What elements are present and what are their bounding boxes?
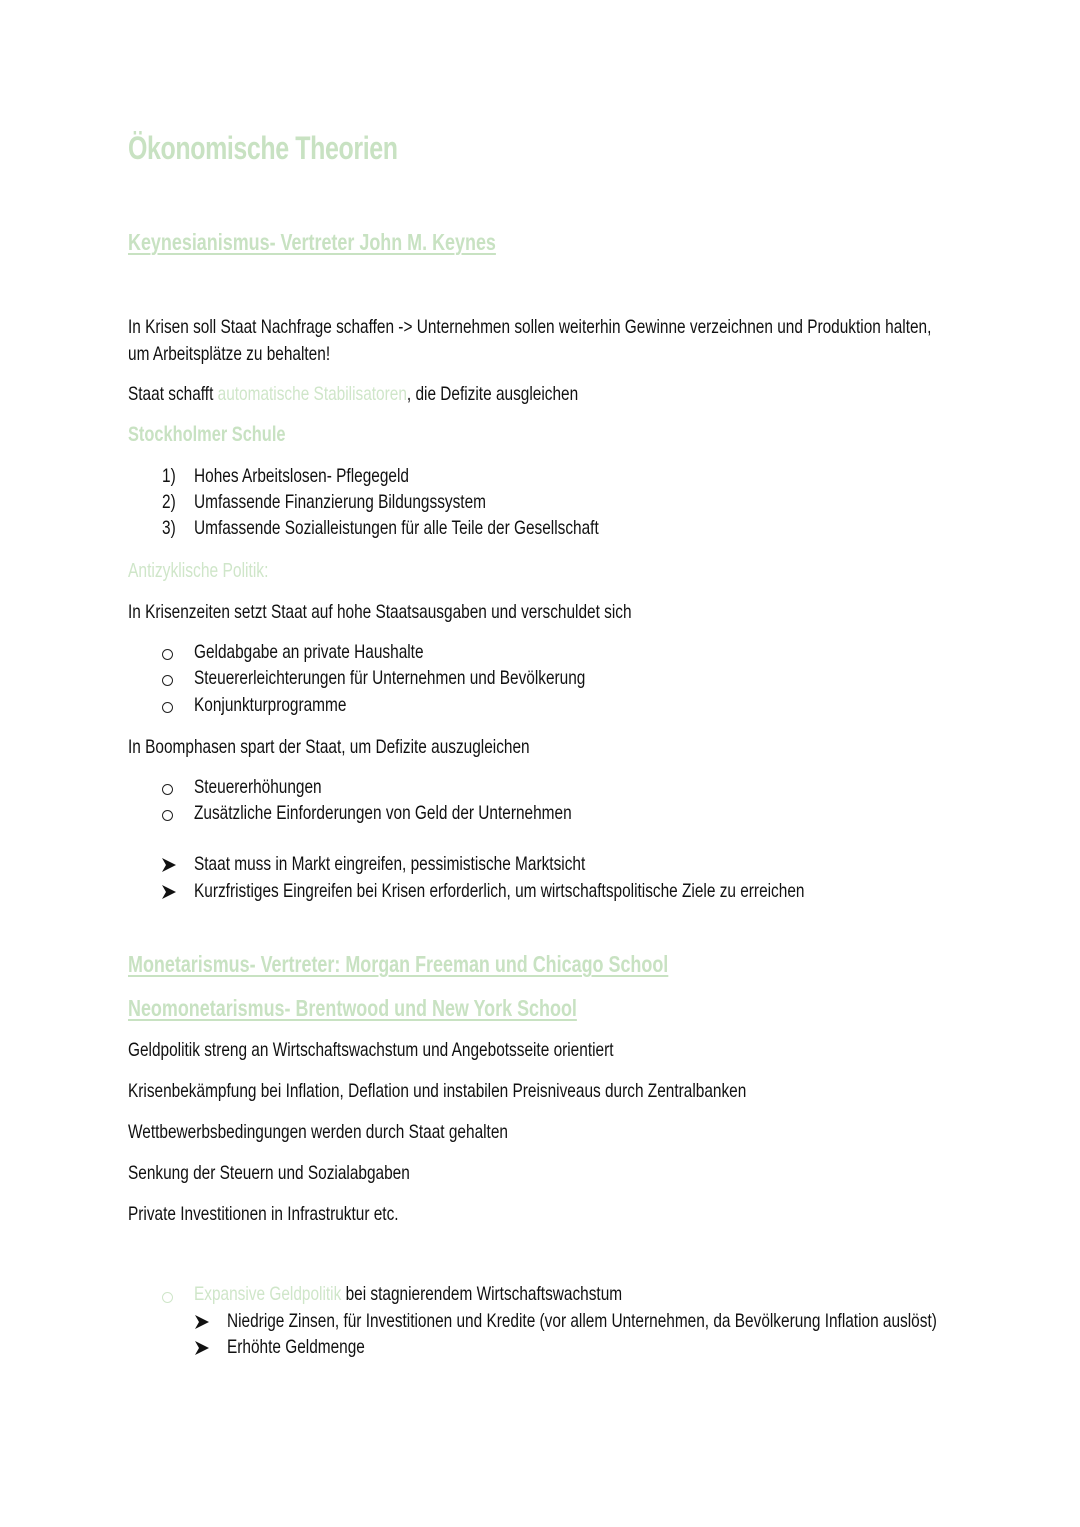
monetarismus-heading: Monetarismus- Vertreter: Morgan Freeman und Chicago School (128, 951, 669, 977)
bullet-circle-icon (162, 784, 173, 795)
crisis-text: In Krisenzeiten setzt Staat auf hohe Staatsausgaben und verschuldet sich (128, 601, 632, 623)
list-item: Zusätzliche Einforderungen von Geld der Unternehmen (194, 802, 572, 824)
bullet-circle-icon (162, 649, 173, 660)
monetarismus-paragraph: Geldpolitik streng an Wirtschaftswachstum und Angebotsseite orientiert (128, 1039, 614, 1061)
keynes-paragraph-1-line-2: um Arbeitsplätze zu behalten! (128, 343, 331, 365)
neomonetarismus-heading: Neomonetarismus- Brentwood und New York School (128, 995, 577, 1021)
bullet-circle-icon (162, 702, 173, 713)
stockholm-heading: Stockholmer Schule (128, 423, 286, 446)
document-title: Ökonomische Theorien (128, 130, 398, 166)
expansive-line (194, 1283, 622, 1306)
numbered-marker: 3) (162, 517, 176, 539)
arrow-bullet-icon (194, 1340, 210, 1356)
arrow-bullet-icon (161, 857, 177, 873)
boom-text: In Boomphasen spart der Staat, um Defizite auszugleichen (128, 736, 530, 758)
list-item: Konjunkturprogramme (194, 694, 347, 716)
list-item: Steuererleichterungen für Unternehmen und Bevölkerung (194, 667, 586, 689)
list-item: Steuererhöhungen (194, 776, 322, 798)
numbered-item: Umfassende Sozialleistungen für alle Teile der Gesellschaft (194, 517, 599, 539)
bullet-circle-icon (162, 1292, 173, 1303)
numbered-item: Hohes Arbeitslosen- Pflegegeld (194, 465, 409, 487)
paragraph-2-suffix: , die Defizite ausgleichen (406, 383, 579, 405)
list-item: Geldabgabe an private Haushalte (194, 641, 424, 663)
list-item: Erhöhte Geldmenge (227, 1336, 365, 1358)
list-item: Staat muss in Markt eingreifen, pessimistische Marktsicht (194, 853, 586, 875)
monetarismus-paragraph: Krisenbekämpfung bei Inflation, Deflation und instabilen Preisniveaus durch Zentralbanken (128, 1080, 747, 1102)
stabilisatoren-highlight: automatische Stabilisatoren (217, 383, 407, 405)
bullet-circle-icon (162, 675, 173, 686)
antizyklisch-heading: Antizyklische Politik: (128, 560, 269, 582)
monetarismus-paragraph: Private Investitionen in Infrastruktur etc. (128, 1203, 399, 1225)
monetarismus-paragraph: Wettbewerbsbedingungen werden durch Staat gehalten (128, 1121, 508, 1143)
bullet-circle-icon (162, 810, 173, 821)
list-item: Niedrige Zinsen, für Investitionen und Kredite (vor allem Unternehmen, da Bevölkerung Inflation auslöst) (227, 1310, 937, 1332)
numbered-item: Umfassende Finanzierung Bildungssystem (194, 491, 486, 513)
numbered-marker: 2) (162, 491, 176, 513)
arrow-bullet-icon (194, 1314, 210, 1330)
arrow-bullet-icon (161, 884, 177, 900)
monetarismus-paragraph: Senkung der Steuern und Sozialabgaben (128, 1162, 410, 1184)
list-item: Kurzfristiges Eingreifen bei Krisen erforderlich, um wirtschaftspolitische Ziele zu erreichen (194, 880, 805, 902)
keynes-heading: Keynesianismus- Vertreter John M. Keynes (128, 229, 496, 255)
numbered-marker: 1) (162, 465, 176, 487)
expansive-suffix: bei stagnierendem Wirtschaftswachstum (341, 1283, 623, 1305)
keynes-paragraph-2 (128, 381, 578, 408)
keynes-paragraph-1-line-1: In Krisen soll Staat Nachfrage schaffen -> Unternehmen sollen weiterhin Gewinne verzeichnen und Produktion halten, (128, 316, 932, 338)
expansive-highlight: Expansive Geldpolitik (194, 1283, 342, 1305)
paragraph-2-prefix: Staat schafft (128, 383, 218, 405)
